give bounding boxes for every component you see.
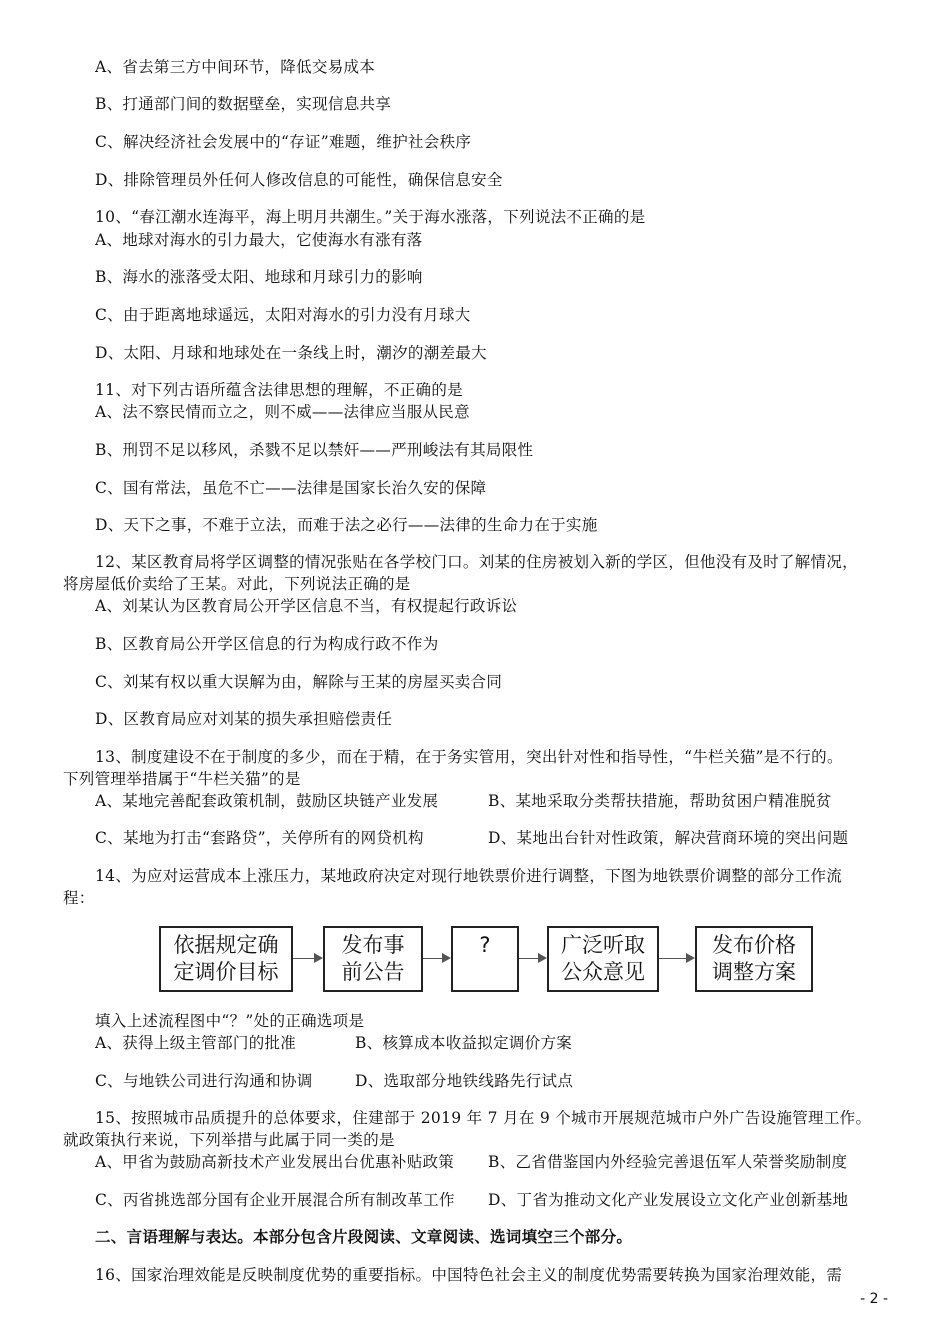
q12-option-c: C、刘某有权以重大误解为由，解除与王某的房屋买卖合同: [95, 673, 503, 691]
flow-step-1-line2: 定调价目标: [173, 960, 279, 984]
flow-step-5-line1: 发布价格: [712, 933, 796, 957]
flow-step-4-line1: 广泛听取: [561, 933, 645, 957]
q14-option-b: B、核算成本收益拟定调价方案: [355, 1034, 573, 1052]
q11-option-a: A、法不察民情而立之，则不威——法律应当服从民意: [95, 403, 470, 421]
flow-step-4-line2: 公众意见: [561, 960, 645, 984]
flow-step-3-line1: ?: [479, 933, 491, 957]
section-2-heading: 二、言语理解与表达。本部分包含片段阅读、文章阅读、选词填空三个部分。: [95, 1227, 633, 1246]
q10-option-b: B、海水的涨落受太阳、地球和月球引力的影响: [95, 268, 423, 286]
q13-stem-line1: 13、制度建设不在于制度的多少，而在于精，在于务实管用，突出针对性和指导性，“牛栏关猫”是不行的。: [95, 748, 843, 766]
q15-option-a: A、甲省为鼓励高新技术产业发展出台优惠补贴政策: [95, 1153, 455, 1171]
q12-option-a: A、刘某认为区教育局公开学区信息不当，有权提起行政诉讼: [95, 597, 518, 615]
q15-stem-line2: 就政策执行来说，下列举措与此属于同一类的是: [63, 1131, 395, 1149]
q13-stem-line2: 下列管理举措属于“牛栏关猫”的是: [63, 770, 301, 788]
flow-step-5-line2: 调整方案: [712, 960, 796, 984]
q11-option-d: D、天下之事，不难于立法，而难于法之必行——法律的生命力在于实施: [95, 516, 598, 534]
flow-step-2: [323, 926, 423, 992]
flow-step-1-line1: 依据规定确: [173, 933, 279, 957]
q9-option-d: D、排除管理员外任何人修改信息的可能性，确保信息安全: [95, 171, 503, 189]
q9-option-c: C、解决经济社会发展中的“存证”难题，维护社会秩序: [95, 133, 472, 151]
q10-stem: 10、“春江潮水连海平，海上明月共潮生。”关于海水涨落，下列说法不正确的是: [95, 208, 646, 226]
q14-stem-line1: 14、为应对运营成本上涨压力，某地政府决定对现行地铁票价进行调整，下图为地铁票价调整的部分工作流: [95, 867, 843, 885]
flow-arrow-3: [519, 958, 545, 959]
q9-option-a: A、省去第三方中间环节，降低交易成本: [95, 58, 376, 76]
q12-option-d: D、区教育局应对刘某的损失承担赔偿责任: [95, 710, 393, 728]
q10-option-a: A、地球对海水的引力最大，它使海水有涨有落: [95, 231, 423, 249]
q12-stem-line2: 将房屋低价卖给了王某。对此，下列说法正确的是: [63, 575, 411, 593]
q10-option-d: D、太阳、月球和地球处在一条线上时，潮汐的潮差最大: [95, 344, 487, 362]
q12-stem-line1: 12、某区教育局将学区调整的情况张贴在各学校门口。刘某的住房被划入新的学区，但他没有及时了解情况，: [95, 553, 858, 571]
flow-step-5: [695, 926, 813, 992]
page-number: - 2 -: [860, 1291, 888, 1307]
q12-option-b: B、区教育局公开学区信息的行为构成行政不作为: [95, 635, 439, 653]
q13-option-c: C、某地为打击“套路贷”，关停所有的网贷机构: [95, 829, 424, 847]
q14-prompt: 填入上述流程图中“？”处的正确选项是: [95, 1012, 365, 1030]
q13-option-a: A、某地完善配套政策机制，鼓励区块链产业发展: [95, 792, 439, 810]
flow-step-2-line2: 前公告: [341, 960, 405, 984]
q15-option-d: D、丁省为推动文化产业发展设立文化产业创新基地: [488, 1191, 849, 1209]
q13-option-b: B、某地采取分类帮扶措施，帮助贫困户精准脱贫: [488, 792, 832, 810]
q11-option-b: B、刑罚不足以移风，杀戮不足以禁奸——严刑峻法有其局限性: [95, 441, 534, 459]
q14-option-c: C、与地铁公司进行沟通和协调: [95, 1072, 313, 1090]
q11-stem: 11、对下列古语所蕴含法律思想的理解，不正确的是: [95, 381, 463, 399]
flow-arrow-1: [293, 958, 321, 959]
q14-stem-line2: 程：: [63, 889, 95, 907]
flow-step-3-unknown: [451, 926, 519, 992]
flow-arrow-4: [659, 958, 693, 959]
q14-option-a: A、获得上级主管部门的批准: [95, 1034, 297, 1052]
q15-stem-line1: 15、按照城市品质提升的总体要求，住建部于 2019 年 7 月在 9 个城市开展规范城市户外广告设施管理工作。: [95, 1109, 872, 1127]
q9-option-b: B、打通部门间的数据壁垒，实现信息共享: [95, 95, 392, 113]
q16-stem: 16、国家治理效能是反映制度优势的重要指标。中国特色社会主义的制度优势需要转换为国家治理效能，需: [95, 1266, 843, 1284]
q15-option-c: C、丙省挑选部分国有企业开展混合所有制改革工作: [95, 1191, 455, 1209]
flow-step-1: [159, 926, 293, 992]
q13-option-d: D、某地出台针对性政策，解决营商环境的突出问题: [488, 829, 849, 847]
flow-step-4: [547, 926, 659, 992]
q14-option-d: D、选取部分地铁线路先行试点: [355, 1072, 574, 1090]
q10-option-c: C、由于距离地球遥远，太阳对海水的引力没有月球大: [95, 306, 471, 324]
flow-step-2-line1: 发布事: [341, 933, 405, 957]
q15-option-b: B、乙省借鉴国内外经验完善退伍军人荣誉奖励制度: [488, 1153, 848, 1171]
flow-arrow-2: [423, 958, 449, 959]
q11-option-c: C、国有常法，虽危不亡——法律是国家长治久安的保障: [95, 479, 487, 497]
